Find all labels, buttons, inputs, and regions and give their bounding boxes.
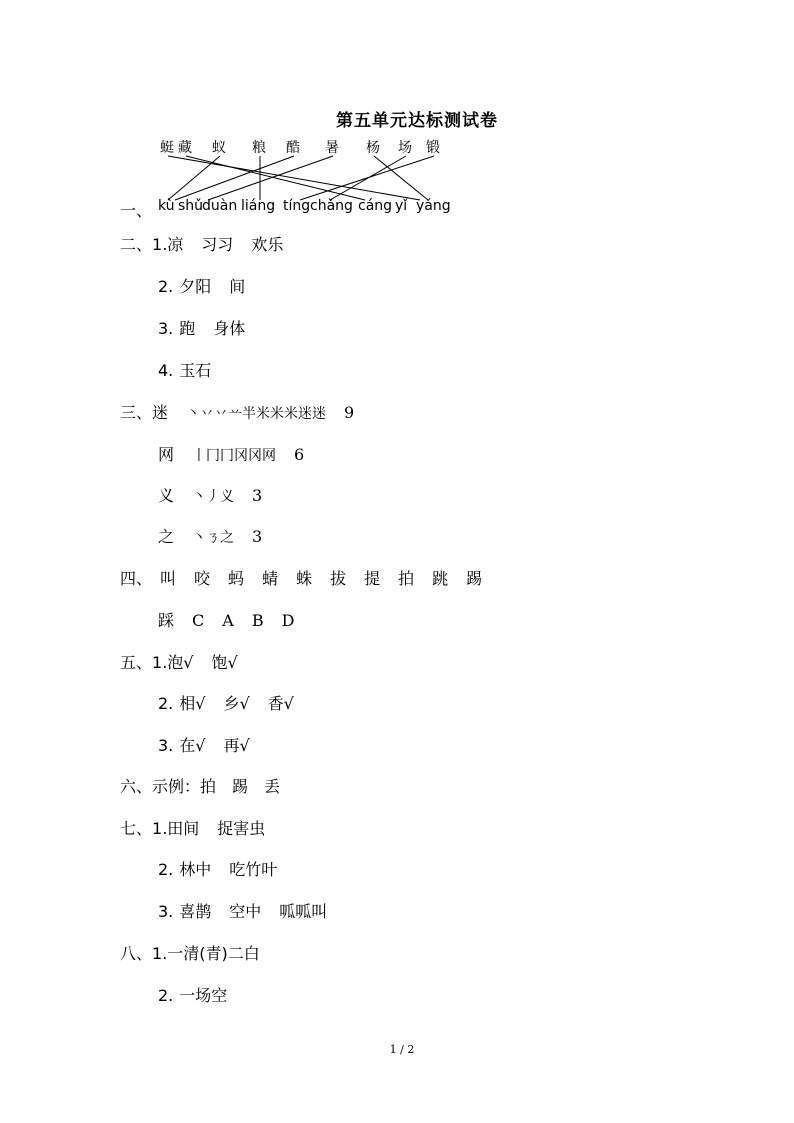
answer: 叫 <box>160 569 177 588</box>
char: 义 <box>158 486 175 505</box>
answer: D <box>281 611 295 630</box>
answer: 身体 <box>213 319 246 338</box>
answer: 空中 <box>229 902 262 921</box>
answer: 拔 <box>330 569 347 588</box>
section5-line3 <box>158 733 250 756</box>
item-number: 3. <box>158 319 174 338</box>
item-number: 2. <box>158 277 174 296</box>
match-char: 锻 <box>426 140 440 156</box>
item-number: 1. <box>152 944 168 963</box>
pinyin-item: yǐ <box>395 198 408 214</box>
pinyin-item: tíng <box>283 198 311 214</box>
answer: 在√ <box>179 736 206 755</box>
item-number: 3. <box>158 736 174 755</box>
section2-line3 <box>158 316 245 339</box>
char: 迷 <box>152 403 169 422</box>
item-number: 2. <box>158 860 174 879</box>
answer: 欢乐 <box>251 235 284 254</box>
answer: 提 <box>364 569 381 588</box>
pinyin-item: kù <box>158 198 175 214</box>
answer: 拍 <box>398 569 415 588</box>
section8-line1 <box>120 941 260 964</box>
match-char: 酷 <box>286 140 300 156</box>
matching-lines <box>120 134 480 204</box>
section2-line4 <box>158 358 211 381</box>
item-number: 1. <box>152 819 168 838</box>
answer: 捉害虫 <box>217 819 266 838</box>
answer: 林中 <box>179 860 212 879</box>
section7-line3 <box>158 899 327 922</box>
section5-label: 五、 <box>120 653 153 672</box>
answer: 跑 <box>179 319 196 338</box>
section4-line1 <box>120 566 482 589</box>
section2-line1 <box>120 232 283 255</box>
match-char: 蜓 <box>160 140 174 156</box>
page-number: 1 / 2 <box>389 1043 415 1056</box>
answer: 香√ <box>267 694 294 713</box>
answer: 田间 <box>167 819 200 838</box>
answer: C <box>192 611 205 630</box>
answer: 一场空 <box>179 986 228 1005</box>
page-title: 第五单元达标测试卷 <box>336 111 498 131</box>
pinyin-item: liáng <box>241 198 276 214</box>
section4-label: 四、 <box>120 569 153 588</box>
pinyin-item: yáng <box>416 198 451 214</box>
answer: 乡√ <box>223 694 250 713</box>
section3-line3 <box>158 483 262 506</box>
section5-line1 <box>120 650 238 673</box>
match-char: 场 <box>398 140 412 156</box>
section8-label: 八、 <box>120 944 153 963</box>
stroke-count: 3 <box>252 486 263 505</box>
section5-line2 <box>158 691 294 714</box>
answer: 间 <box>229 277 246 296</box>
answer: 夕阳 <box>179 277 212 296</box>
item-number: 2. <box>158 986 174 1005</box>
match-char: 暑 <box>325 140 339 156</box>
char: 网 <box>158 445 175 464</box>
pinyin-item: shǔ <box>178 198 204 214</box>
answer: 跳 <box>432 569 449 588</box>
pinyin-item: chǎng <box>310 198 353 214</box>
stroke-order: 丨冂冂冈冈网 <box>192 448 277 464</box>
match-char: 粮 <box>252 140 266 156</box>
match-char: 杨 <box>366 140 380 156</box>
answer: 呱呱叫 <box>279 902 328 921</box>
answer: 喜鹊 <box>179 902 212 921</box>
section2-label: 二、 <box>120 235 153 254</box>
answer: 饱√ <box>211 653 238 672</box>
answer: 踩 <box>158 611 175 630</box>
answer: 示例：拍 踢 丢 <box>152 777 281 796</box>
answer: 泡√ <box>167 653 194 672</box>
answer: 蛛 <box>296 569 313 588</box>
section7-line2 <box>158 857 277 880</box>
answer: 蚂 <box>228 569 245 588</box>
stroke-count: 9 <box>344 403 355 422</box>
answer: 咬 <box>194 569 211 588</box>
answer: 凉 <box>167 235 184 254</box>
section3-line4 <box>158 524 262 547</box>
section6-label: 六、 <box>120 777 153 796</box>
answer: 吃竹叶 <box>229 860 278 879</box>
pinyin-item: cáng <box>358 198 393 214</box>
pinyin-item: duàn <box>202 198 238 214</box>
section7-label: 七、 <box>120 819 153 838</box>
char: 之 <box>158 527 175 546</box>
section2-line2 <box>158 274 245 297</box>
answer: 习习 <box>201 235 234 254</box>
stroke-order: 丶丷丷䒑半米米米迷迷 <box>186 406 327 422</box>
stroke-order: 丶ㄋ之 <box>192 530 235 546</box>
answer: 蜻 <box>262 569 279 588</box>
section8-line2 <box>158 983 227 1006</box>
item-number: 2. <box>158 694 174 713</box>
item-number: 3. <box>158 902 174 921</box>
section4-line2 <box>158 608 294 631</box>
section3-line1 <box>120 400 354 423</box>
stroke-order: 丶丿义 <box>192 489 235 505</box>
item-number: 4. <box>158 361 174 380</box>
matching-exercise <box>120 134 480 218</box>
answer: B <box>251 611 264 630</box>
section3-label: 三、 <box>120 403 153 422</box>
answer: 踢 <box>466 569 483 588</box>
item-number: 1. <box>152 235 168 254</box>
answer: 再√ <box>223 736 250 755</box>
section3-line2 <box>158 442 304 465</box>
section1-label: 一、 <box>120 201 153 220</box>
match-char: 蚁 <box>212 140 226 156</box>
stroke-count: 3 <box>252 527 263 546</box>
match-line <box>300 156 434 200</box>
answer: 相√ <box>179 694 206 713</box>
section7-line1 <box>120 816 265 839</box>
item-number: 1. <box>152 653 168 672</box>
match-line <box>208 156 333 200</box>
answer: 玉石 <box>179 361 212 380</box>
answer: A <box>222 611 234 630</box>
section6-line <box>120 774 280 797</box>
answer: 一清(青)二白 <box>167 944 260 963</box>
match-char: 藏 <box>178 140 192 156</box>
stroke-count: 6 <box>294 445 305 464</box>
